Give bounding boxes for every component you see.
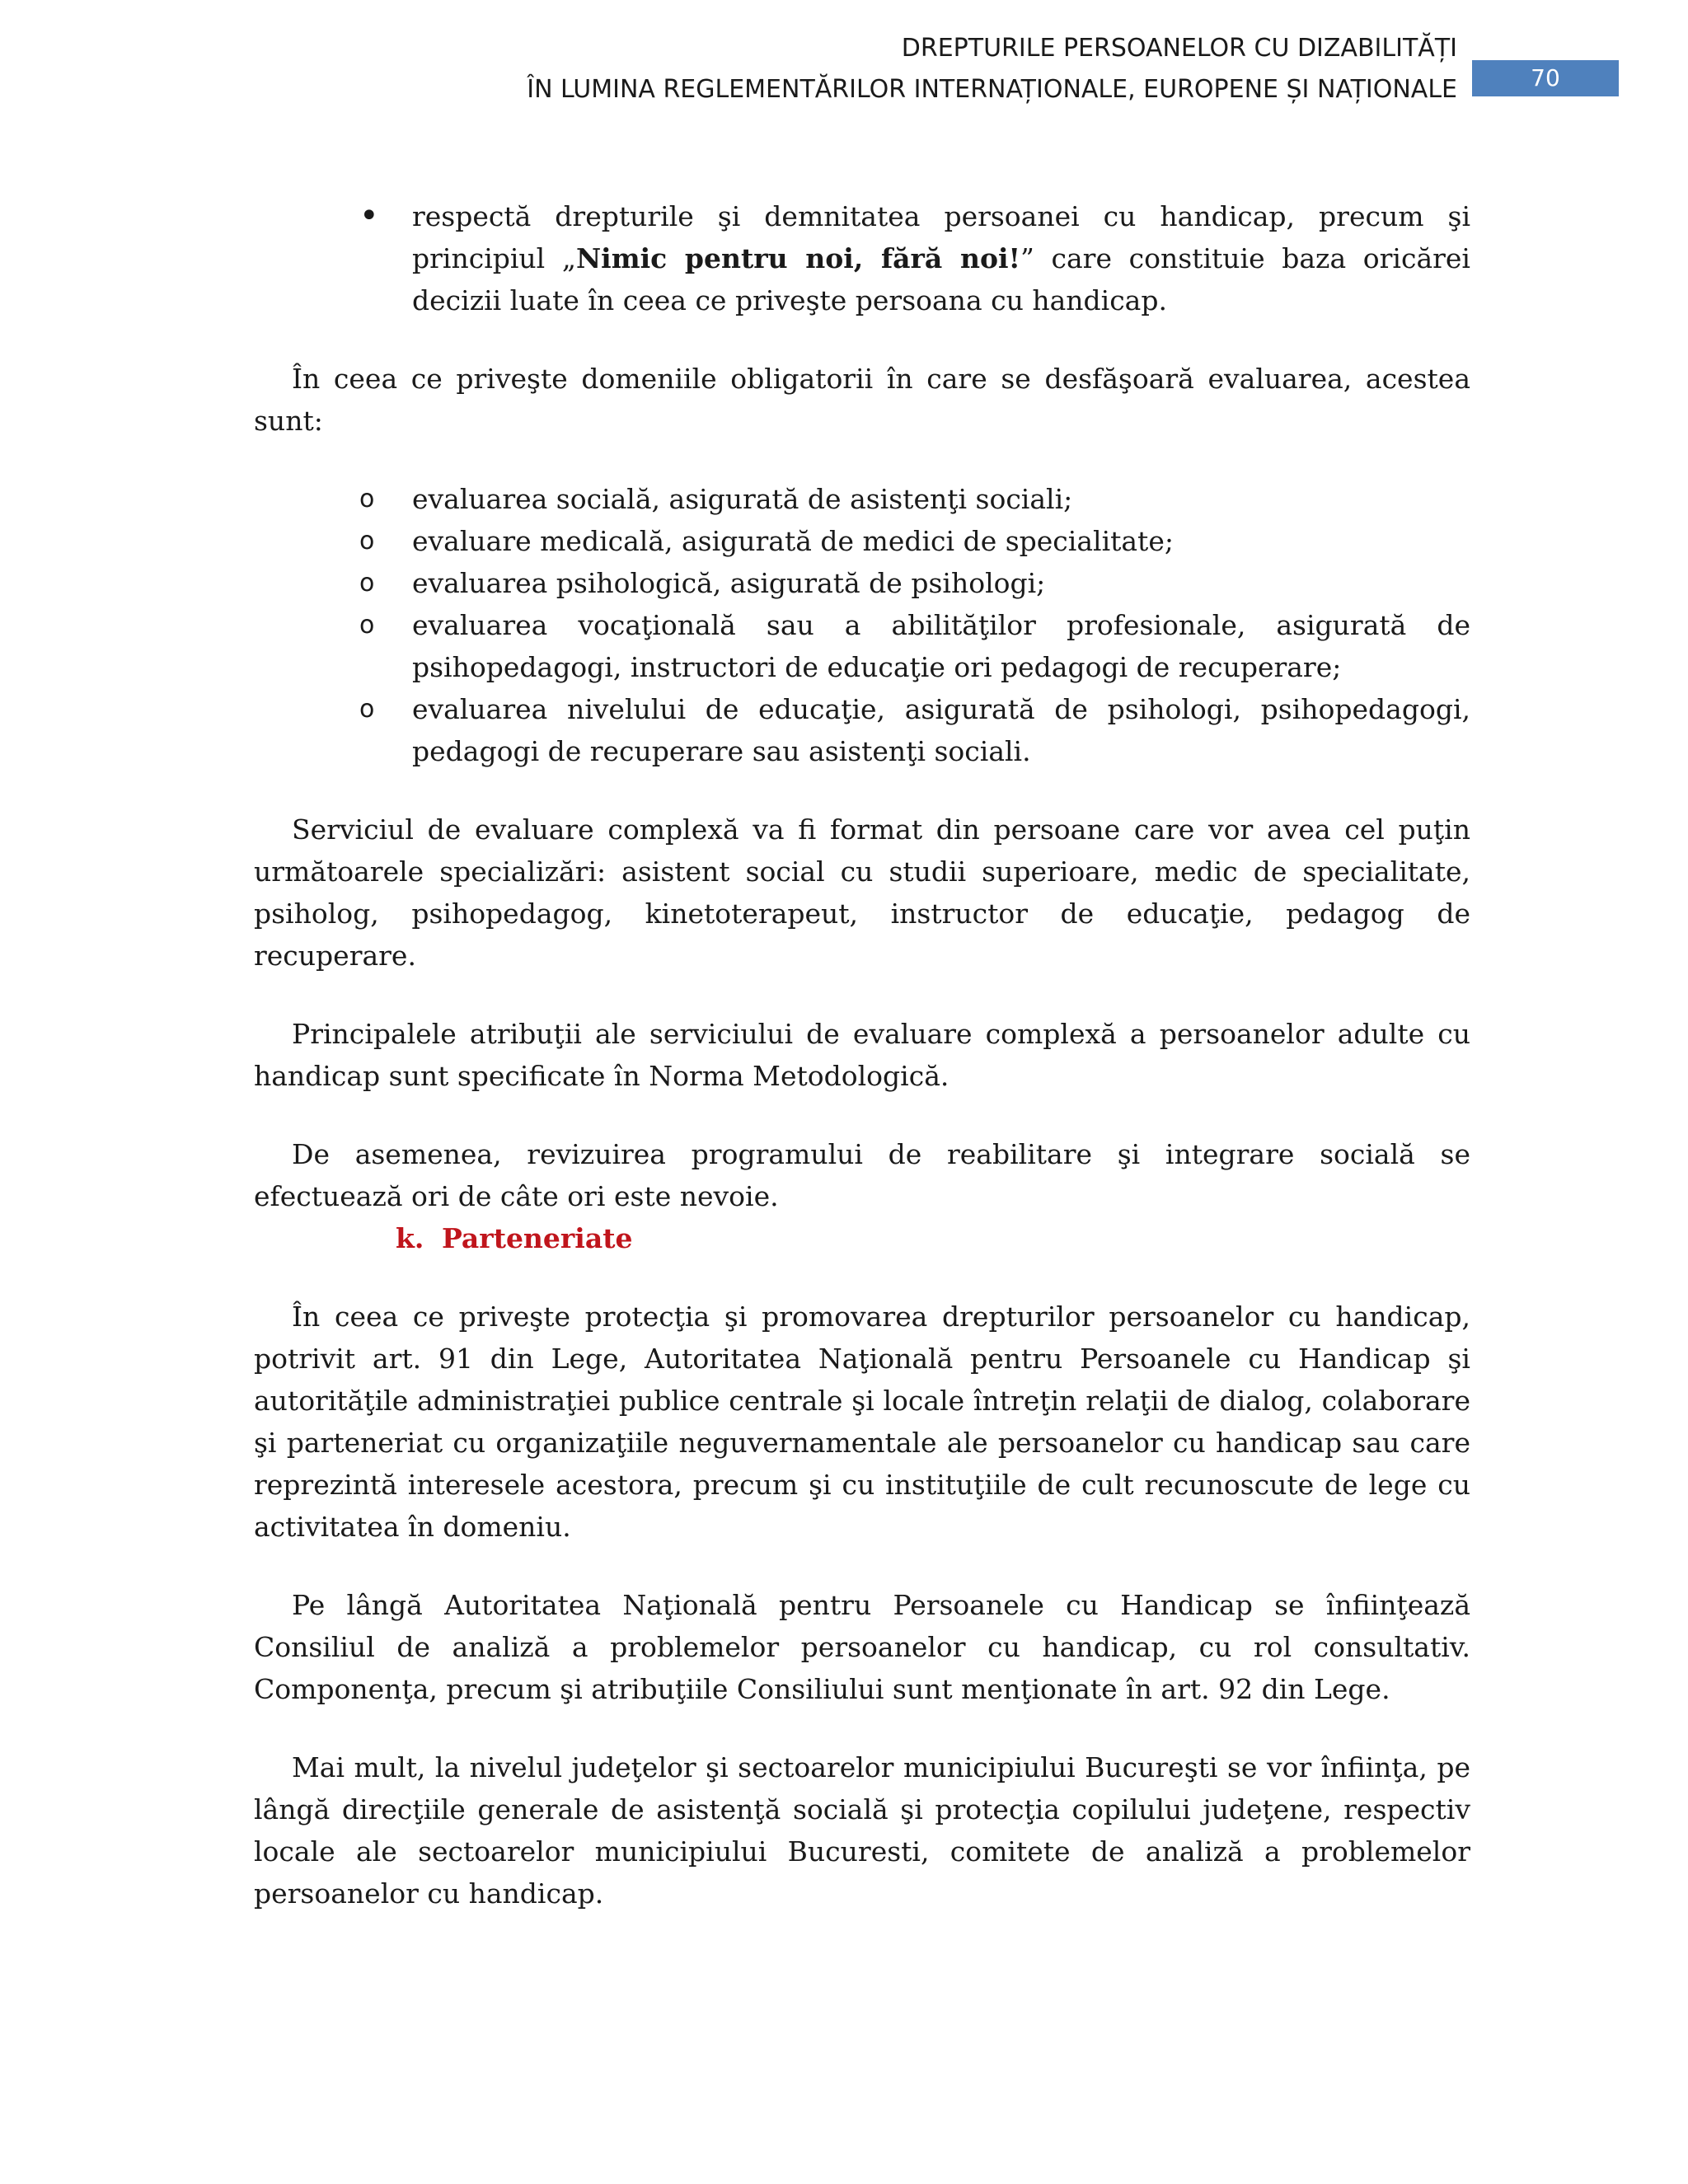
list-item-text: evaluarea socială, asigurată de asistenţi sociali; bbox=[412, 483, 1073, 515]
circle-bullet-icon: o bbox=[359, 485, 375, 513]
page-body bbox=[254, 195, 1470, 1915]
list-item bbox=[254, 520, 1470, 562]
running-header bbox=[527, 28, 1457, 110]
list-item-text: evaluarea nivelului de educaţie, asigurată de psihologi, psihopedagogi, pedagogi de recuperare sau asistenţi sociali. bbox=[412, 693, 1470, 767]
paragraph: Pe lângă Autoritatea Naţională pentru Persoanele cu Handicap se înfiinţează Consiliul de analiză a problemelor persoanelor cu handicap, cu rol consultativ. Componenţa, precum şi atribuţiile Consiliului sunt menţionate în art. 92 din Lege. bbox=[254, 1589, 1470, 1705]
section-heading bbox=[254, 1217, 1470, 1259]
paragraph: De asemenea, revizuirea programului de reabilitare şi integrare socială se efectuează ori de câte ori este nevoie. bbox=[254, 1138, 1470, 1212]
list-item-text: evaluarea psihologică, asigurată de psihologi; bbox=[412, 567, 1046, 599]
section-title: Parteneriate bbox=[442, 1222, 633, 1254]
evaluation-intro: În ceea ce priveşte domeniile obligatorii în care se desfăşoară evaluarea, acestea sunt: bbox=[254, 363, 1470, 437]
list-item bbox=[254, 195, 1470, 321]
list-item-text: evaluare medicală, asigurată de medici de specialitate; bbox=[412, 525, 1174, 557]
paragraph: Mai mult, la nivelul judeţelor şi sectoarelor municipiului Bucureşti se vor înfiinţa, pe lângă direcţiile generale de asistenţă socială şi protecţia copilului judeţene, respectiv locale ale sectoarelor municipiului Bucuresti, comitete de analiză a problemelor persoanelor cu handicap. bbox=[254, 1751, 1470, 1910]
list-item-text: evaluarea vocaţională sau a abilităţilor profesionale, asigurată de psihopedagogi, instructori de educaţie ori pedagogi de recuperare; bbox=[412, 609, 1470, 683]
paragraph: Principalele atribuţii ale serviciului de evaluare complexă a persoanelor adulte cu handicap sunt specificate în Norma Metodologică. bbox=[254, 1018, 1470, 1092]
section-letter: k. bbox=[396, 1222, 424, 1254]
circle-bullet-icon: o bbox=[359, 695, 375, 724]
paragraph: În ceea ce priveşte protecţia şi promovarea drepturilor persoanelor cu handicap, potrivit art. 91 din Lege, Autoritatea Naţională pentru Persoanele cu Handicap şi autorităţile administraţiei publice centrale şi locale întreţin relaţii de dialog, colaborare şi parteneriat cu organizaţiile neguvernamentale ale persoanelor cu handicap sau care reprezintă interesele acestora, precum şi cu instituţiile de cult recunoscute de lege cu activitatea în domeniu. bbox=[254, 1301, 1470, 1543]
list-item bbox=[254, 688, 1470, 772]
bullet-marker: • bbox=[359, 197, 379, 235]
bold-quote: Nimic pentru noi, fără noi! bbox=[576, 242, 1020, 274]
circle-bullet-icon: o bbox=[359, 569, 375, 598]
evaluation-domains-list bbox=[254, 478, 1470, 772]
circle-bullet-icon: o bbox=[359, 611, 375, 640]
list-item bbox=[254, 604, 1470, 688]
bullet-text-after: ” care constituie baza oricărei decizii luate în ceea ce priveşte persoana cu handicap. bbox=[412, 242, 1470, 316]
header-title-line-2: ÎN LUMINA REGLEMENTĂRILOR INTERNAȚIONALE, EUROPENE ȘI NAȚIONALE bbox=[527, 75, 1457, 104]
list-item bbox=[254, 562, 1470, 604]
bullet-list bbox=[254, 195, 1470, 321]
page-number: 70 bbox=[1472, 60, 1619, 96]
paragraph: Serviciul de evaluare complexă va fi format din persoane care vor avea cel puţin următoarele specializări: asistent social cu studii superioare, medic de specialitate, psiholog, psihopedagog, kinetoterapeut, instructor de educaţie, pedagog de recuperare. bbox=[254, 813, 1470, 972]
bullet-text-before: respectă drepturile şi demnitatea persoanei cu handicap, precum şi principiul „ bbox=[412, 200, 1470, 274]
circle-bullet-icon: o bbox=[359, 527, 375, 555]
header-title-line-1: DREPTURILE PERSOANELOR CU DIZABILITĂȚI bbox=[901, 34, 1457, 63]
list-item bbox=[254, 478, 1470, 520]
